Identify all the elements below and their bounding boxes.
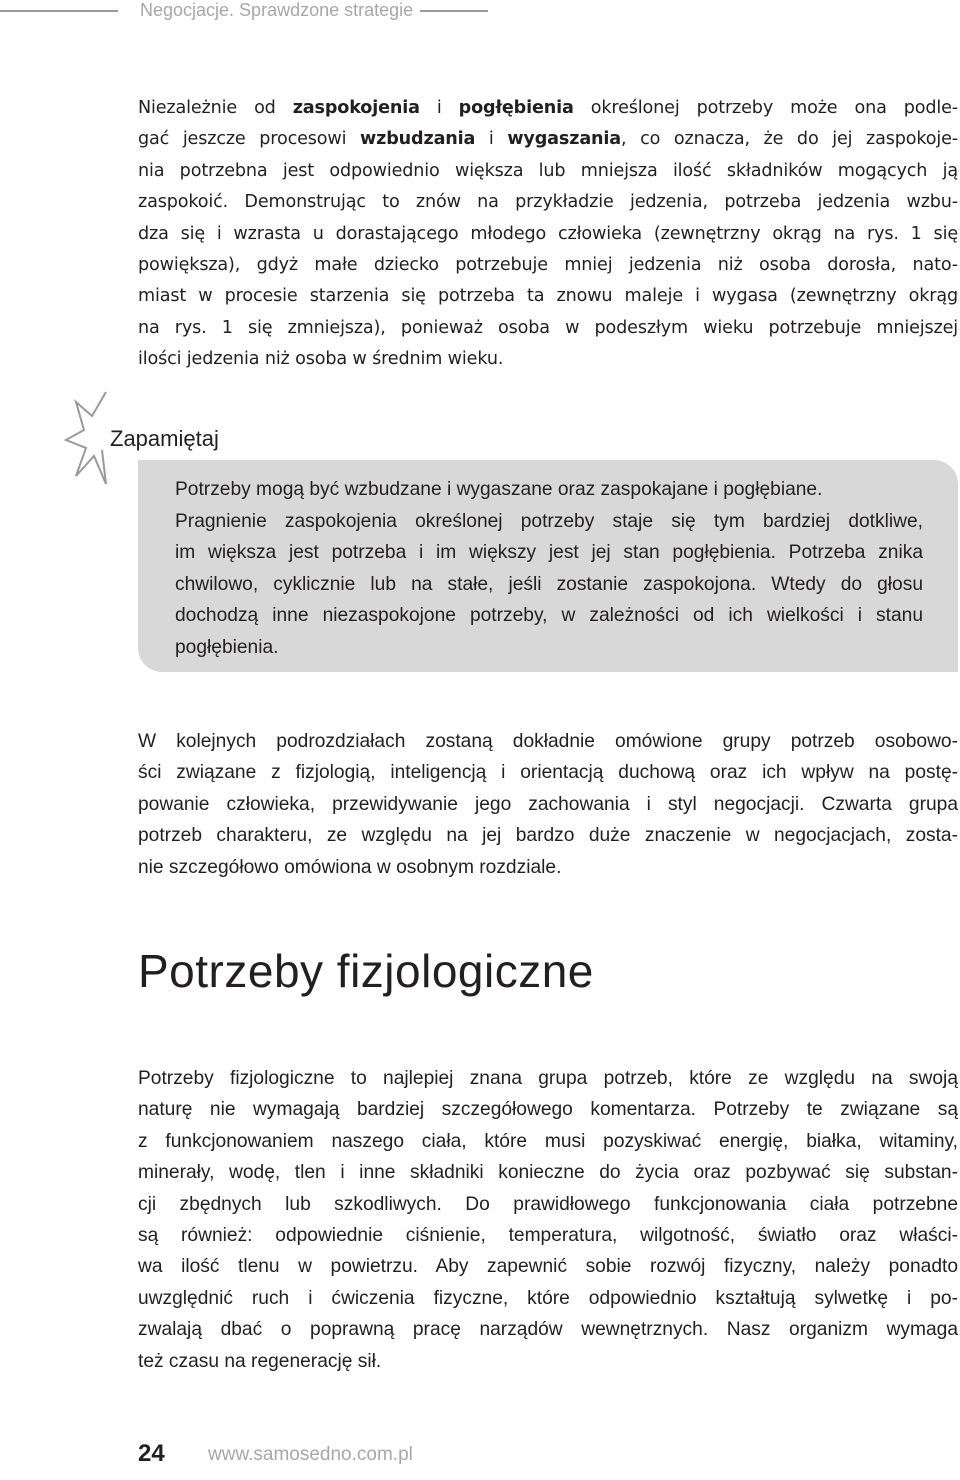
paragraph-line: uwzględnić ruch i ćwiczenia fizyczne, które odpowiednio kształtują sylwetkę i po- <box>138 1287 958 1309</box>
paragraph-line: też czasu na regenerację sił. <box>138 1350 382 1372</box>
paragraph-line: zaspokoić. Demonstrując to znów na przykładzie jedzenia, potrzeba jedzenia wzbu- <box>138 192 958 213</box>
running-title: Negocjacje. Sprawdzone strategie <box>140 0 414 20</box>
paragraph-line: są również: odpowiednie ciśnienie, temperatura, wilgotność, światło oraz właści- <box>138 1225 958 1247</box>
paragraph-line: zwalają dbać o poprawną pracę narządów wewnętrznych. Nasz organizm wymaga <box>138 1319 958 1341</box>
paragraph-kolejne-podrozdzialy <box>138 726 958 883</box>
paragraph-line: cji zbędnych lub szkodliwych. Do prawidłowego funkcjonowania ciała potrzebne <box>138 1193 958 1215</box>
note-line: dochodzą inne niezaspokojone potrzeby, w zależności od ich wielkości i stanu <box>175 605 923 627</box>
paragraph-line: dza się i wzrasta u dorastającego młodego człowieka (zewnętrzny okrąg na rys. 1 się <box>138 223 958 244</box>
paragraph-line: minerały, wodę, tlen i inne składniki konieczne do życia oraz pozbywać się substan- <box>138 1162 958 1184</box>
paragraph-line: nia potrzebna jest odpowiednio większa lub mniejsza ilość składników mogących ją <box>138 160 958 181</box>
bold-term: wzbudzania <box>360 129 476 150</box>
paragraph-line: potrzeb charakteru, ze względu na jej bardzo duże znaczenie w negocjacjach, zosta- <box>138 825 958 847</box>
section-heading: Potrzeby fizjologiczne <box>138 945 594 997</box>
paragraph-line: Potrzeby fizjologiczne to najlepiej znana grupa potrzeb, które ze względu na swoją <box>138 1068 958 1089</box>
paragraph-line: W kolejnych podrozdziałach zostaną dokładnie omówione grupy potrzeb osobowo- <box>138 731 958 752</box>
paragraph-line: naturę nie wymagają bardziej szczegółowego komentarza. Potrzeby te związane są <box>138 1099 958 1121</box>
paragraph-line: Niezależnie od zaspokojenia i pogłębienia określonej potrzeby może ona podle- <box>138 98 958 118</box>
note-line: chwilowo, cyklicznie lub na stałe, jeśli zostanie zaspokojona. Wtedy do głosu <box>175 573 923 595</box>
note-line: Pragnienie zaspokojenia określonej potrzeby staje się tym bardziej dotkliwe, <box>175 510 923 532</box>
bold-term: pogłębienia <box>458 98 574 118</box>
page-number: 24 <box>138 1440 165 1467</box>
bold-term: zaspokojenia <box>292 98 420 118</box>
header-rule-left <box>0 10 118 12</box>
paragraph-wzbudzanie <box>138 93 958 376</box>
paragraph-line: wa ilość tlenu w powietrzu. Aby zapewnić sobie rozwój fizyczny, należy ponadto <box>138 1256 958 1278</box>
note-title: Zapamiętaj <box>110 426 219 451</box>
paragraph-line: gać jeszcze procesowi wzbudzania i wygaszania, co oznacza, że do jej zaspokoje- <box>138 129 959 150</box>
paragraph-line: miast w procesie starzenia się potrzeba ta znowu maleje i wygasa (zewnętrzny okrąg <box>138 286 958 307</box>
paragraph-line: ści związane z fizjologią, inteligencją i orientacją duchową oraz ich wpływ na postę- <box>138 762 958 784</box>
note-text <box>175 474 923 664</box>
site-url: www.samosedno.com.pl <box>208 1444 413 1465</box>
running-header <box>0 0 960 24</box>
header-rule-right <box>420 10 488 12</box>
bold-term: wygaszania <box>507 129 622 150</box>
note-line: Potrzeby mogą być wzbudzane i wygaszane oraz zaspokajane i pogłębiane. <box>175 479 823 500</box>
note-line: im większa jest potrzeba i im większy jest jej stan pogłębienia. Potrzeba znika <box>175 542 923 564</box>
note-line: pogłębienia. <box>175 636 279 658</box>
paragraph-potrzeby-fizjologiczne <box>138 1063 958 1377</box>
paragraph-line: z funkcjonowaniem naszego ciała, które musi pozyskiwać energię, białka, witaminy, <box>138 1130 958 1152</box>
paragraph-line: na rys. 1 się zmniejsza), ponieważ osoba w podeszłym wieku potrzebuje mniejszej <box>138 317 958 338</box>
paragraph-line: nie szczegółowo omówiona w osobnym rozdziale. <box>138 856 562 878</box>
paragraph-line: ilości jedzenia niż osoba w średnim wieku. <box>138 349 504 370</box>
paragraph-line: powiększa), gdyż małe dziecko potrzebuje mniej jedzenia niż osoba dorosła, nato- <box>138 255 958 276</box>
paragraph-line: powanie człowieka, przewidywanie jego zachowania i styl negocjacji. Czwarta grupa <box>138 793 958 815</box>
